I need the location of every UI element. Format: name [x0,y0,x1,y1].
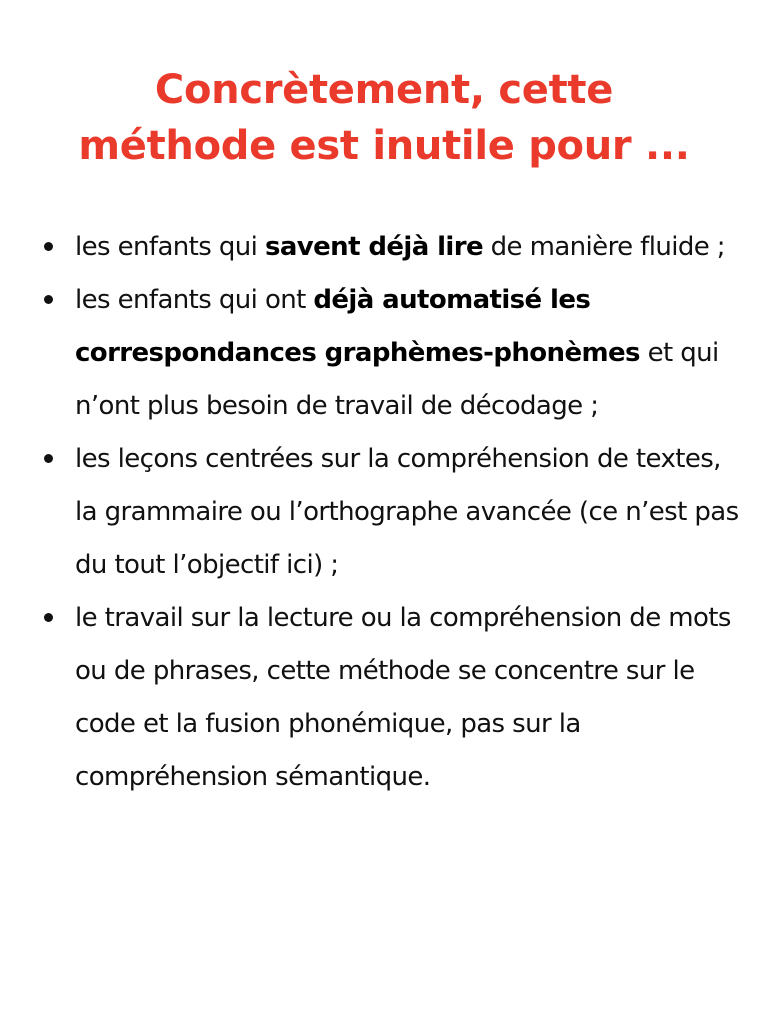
item-text: et qui n’ont plus besoin de travail de décodage ; [75,338,719,421]
item-text: le travail sur la lecture ou la compréhension de mots ou de phrases, cette méthode se concentre sur le code et la fusion phonémique, pas sur la compréhension sémantique. [75,603,731,792]
list-item [0,274,740,433]
list-item [0,592,740,804]
item-emphasis: savent déjà lire [264,232,483,262]
bullet-dot [44,613,53,622]
bullet-list [0,221,768,804]
bullet-dot [44,454,53,463]
title-line-1: Concrètement, cette [154,67,614,113]
list-item [0,433,740,592]
item-emphasis: déjà automatisé les correspondances graphèmes-phonèmes [75,285,640,368]
title-line-2: méthode est inutile pour ... [78,123,690,169]
page-title [20,62,748,174]
item-text: les leçons centrées sur la compréhension de textes, la grammaire ou l’orthographe avancée (ce n’est pas du tout l’objectif ici) ; [75,444,739,580]
bullet-dot [44,295,53,304]
bullet-dot [44,242,53,251]
item-text: de manière fluide ; [482,232,725,262]
list-item [0,221,740,274]
item-text: les enfants qui [75,232,265,262]
item-text: les enfants qui ont [75,285,314,315]
